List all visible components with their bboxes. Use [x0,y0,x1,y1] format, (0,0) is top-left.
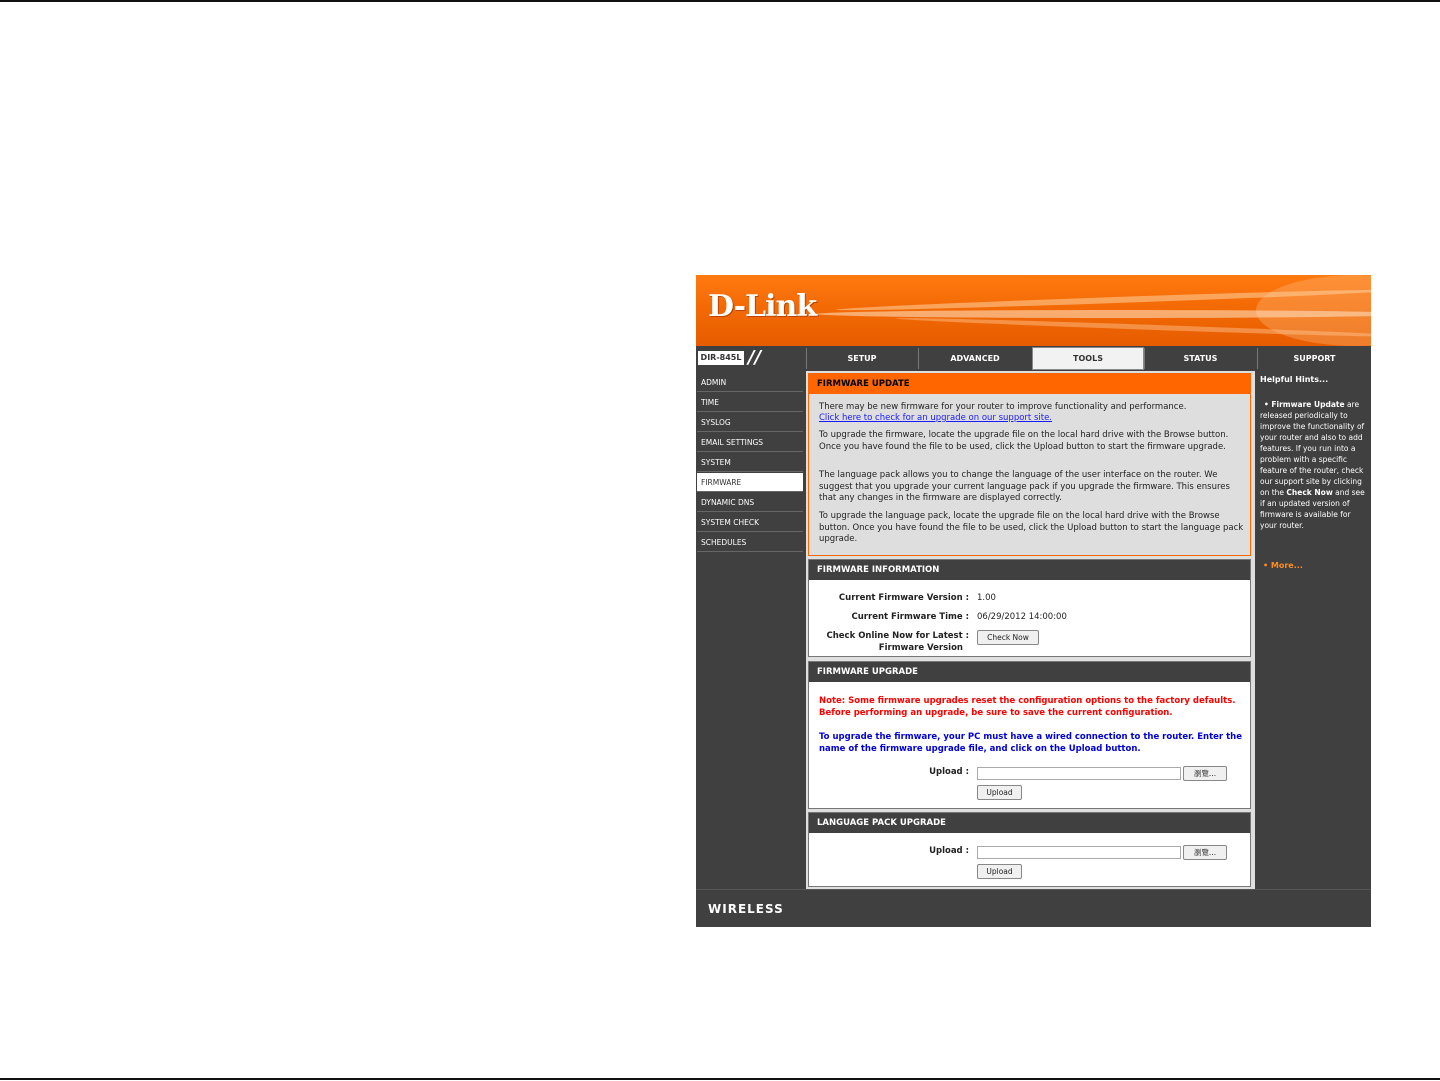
sidebar [696,371,804,889]
hints-body-1: are released periodically to improve the functionality of your router and also to add features. If you run into a problem with a specific feature of the router, check our support site by clicking on the [1260,400,1365,497]
firmware-upgrade-instructions: To upgrade the firmware, locate the upgrade file on the local hard drive with the Browse button. Once you have found the file to be used, click the Upload button to start the firmware upgrade. [819,430,1229,452]
hints-body-2: and see if an updated version of firmware is available for your router. [1260,488,1365,530]
firmware-file-input[interactable] [977,767,1181,780]
router-admin-screenshot [696,275,1371,926]
bottom-rule [0,1078,1440,1080]
slash-decoration: // [748,347,762,368]
tab-tools[interactable]: TOOLS [1032,347,1144,370]
language-pack-title: LANGUAGE PACK UPGRADE [809,813,1250,833]
current-time-value: 06/29/2012 14:00:00 [977,612,1067,622]
tab-setup[interactable]: SETUP [806,348,917,369]
footer-bar [696,889,1371,927]
hints-bullet-title: Firmware Update [1271,400,1345,409]
language-upload-label: Upload : [929,846,969,856]
firmware-update-intro: There may be new firmware for your router to improve functionality and performance. [819,402,1187,412]
language-file-input[interactable] [977,846,1181,859]
footer-wireless-label: WIRELESS [708,902,784,916]
firmware-upload-button[interactable]: Upload [977,785,1022,800]
language-browse-button[interactable]: 瀏覽... [1183,845,1227,860]
firmware-upgrade-title: FIRMWARE UPGRADE [809,662,1250,682]
check-online-label: Check Online Now for Latest : [826,631,969,641]
sidebar-item-time[interactable]: TIME [697,393,803,412]
sidebar-item-firmware[interactable]: FIRMWARE [697,473,803,492]
sidebar-item-system-check[interactable]: SYSTEM CHECK [697,513,803,532]
current-time-label: Current Firmware Time : [851,612,969,622]
current-version-label: Current Firmware Version : [838,593,969,603]
sidebar-item-system[interactable]: SYSTEM [697,453,803,472]
hints-text: • Firmware Update are released periodically to improve the functionality of your router and also to add features. If you run into a problem with a specific feature of the router, check our support site by clicking on the Check Now and see if an updated version of firmware is available for your router. [1260,400,1365,530]
firmware-information-title: FIRMWARE INFORMATION [809,560,1250,580]
sidebar-item-dynamic-dns[interactable]: DYNAMIC DNS [697,493,803,512]
model-label: DIR-845L [698,351,744,365]
language-pack-instructions: To upgrade the language pack, locate the upgrade file on the local hard drive with the Browse button. Once you have found the file to be used, click the Upload button to start the language pack upgrade. [819,511,1244,544]
support-site-link[interactable]: Click here to check for an upgrade on our support site. [819,413,1052,423]
top-rule [0,0,1440,2]
tab-advanced[interactable]: ADVANCED [918,348,1031,369]
check-now-button[interactable]: Check Now [977,630,1039,645]
current-version-value: 1.00 [977,593,996,603]
main-content [806,371,1255,889]
language-pack-box [808,812,1251,887]
language-pack-description: The language pack allows you to change the language of the user interface on the router. We suggest that you upgrade your current language pack if you upgrade the firmware. This ensures that any changes in the firmware are displayed correctly. [819,470,1230,503]
tab-status[interactable]: STATUS [1144,348,1256,369]
hints-title: Helpful Hints... [1260,375,1329,384]
firmware-upgrade-note: Note: Some firmware upgrades reset the configuration options to the factory defaults. Before performing an upgrade, be sure to save the current configuration. [819,696,1236,718]
helpful-hints-panel [1257,371,1371,889]
firmware-upgrade-box [808,661,1251,809]
dlink-logo: D-Link [708,289,817,324]
hints-body-bold: Check Now [1286,488,1333,497]
check-online-label-line2: Firmware Version [878,643,963,653]
sidebar-item-schedules[interactable]: SCHEDULES [697,533,803,552]
top-nav [696,346,1371,371]
tab-support[interactable]: SUPPORT [1257,348,1371,369]
firmware-information-box [808,559,1251,657]
firmware-browse-button[interactable]: 瀏覽... [1183,766,1227,781]
firmware-upgrade-instruction: To upgrade the firmware, your PC must have a wired connection to the router. Enter the name of the firmware upgrade file, and click on the Upload button. [819,732,1242,754]
language-upload-button[interactable]: Upload [977,864,1022,879]
hints-more-link[interactable]: • More... [1263,561,1303,570]
firmware-update-title: FIRMWARE UPDATE [809,374,1250,394]
sidebar-item-email-settings[interactable]: EMAIL SETTINGS [697,433,803,452]
sidebar-item-admin[interactable]: ADMIN [697,373,803,392]
hints-more-label[interactable]: More... [1270,561,1303,570]
firmware-upload-label: Upload : [929,767,969,777]
header-banner [696,275,1371,346]
sidebar-item-syslog[interactable]: SYSLOG [697,413,803,432]
firmware-update-box [808,373,1251,556]
